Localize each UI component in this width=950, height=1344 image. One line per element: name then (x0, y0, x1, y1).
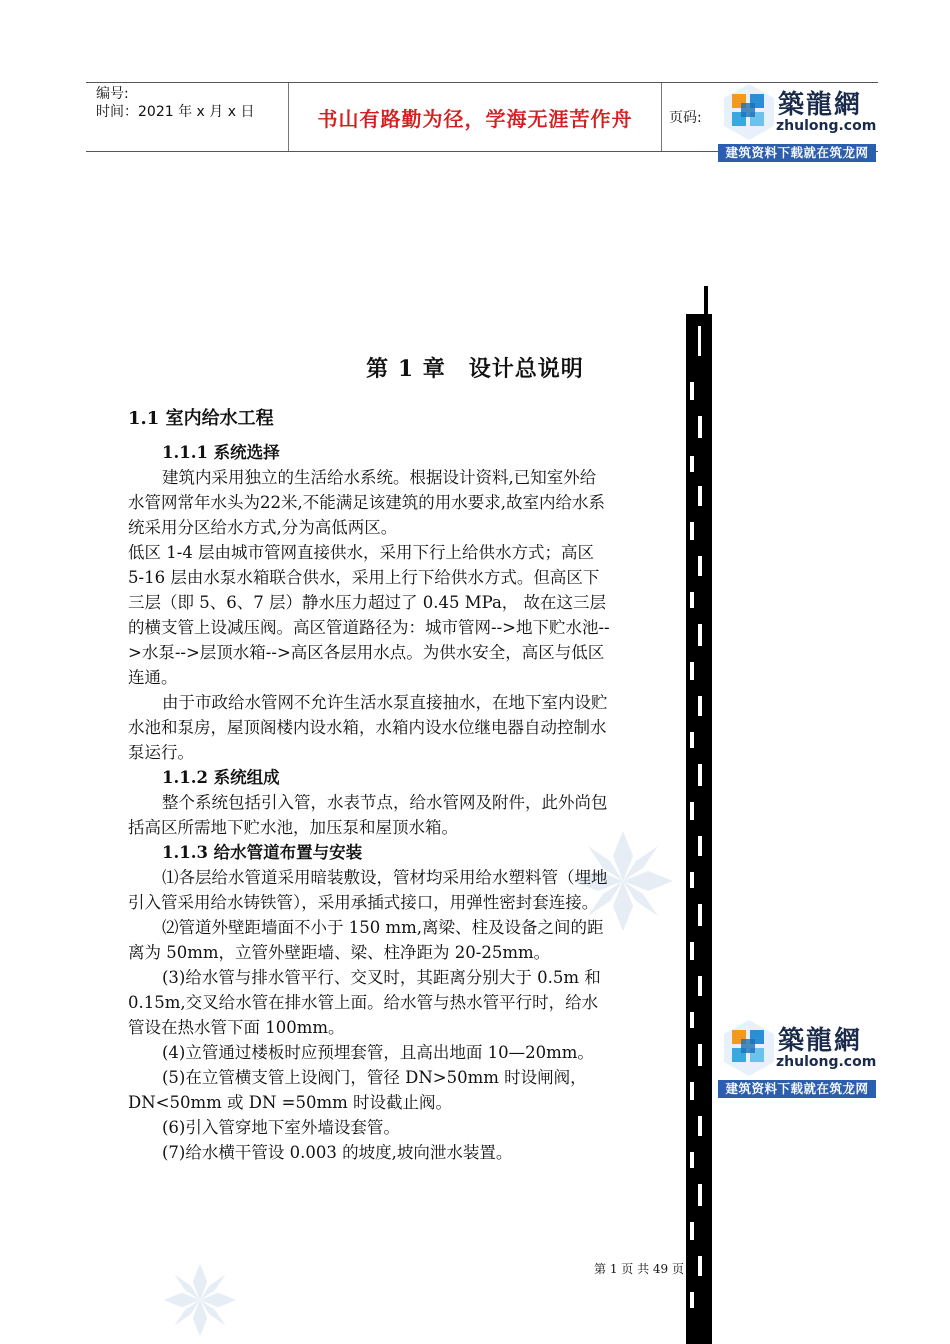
chapter-title: 第 1 章 设计总说明 (366, 356, 584, 382)
logo-name: 築龍網 (778, 1026, 863, 1056)
paragraph: (7)给水横干管设 0.003 的坡度,坡向泄水装置。 (162, 1143, 513, 1162)
header-motto: 书山有路勤为径，学海无涯苦作舟 (317, 106, 633, 131)
paragraph: 低区 1-4 层由城市管网直接供水，采用下行上给供水方式；高区 5-16 层由水泵水箱联合供水，采用上行下给供水方式。但高区下三层（即 5、6、7 层）静水压力超过了 0.45 MPa， 故在这三层的横支管上设减压阀。高区管道路径为：城市管网-->地下贮水池-->水泵-->层顶水箱-->高区各层用水点。为供水安全，高区与低区连通。 (128, 543, 610, 687)
section-title: 1.1 室内给水工程 (128, 408, 274, 429)
paragraph: ⑴各层给水管道采用暗装敷设，管材均采用给水塑料管（埋地引入管采用给水铸铁管），采用承插式接口，用弹性密封套连接。 (128, 868, 608, 912)
logo-mark-icon (722, 1018, 776, 1078)
paragraph: 整个系统包括引入管，水表节点，给水管网及附件，此外尚包括高区所需地下贮水池，加压泵和屋顶水箱。 (128, 793, 608, 837)
page-footer: 第 1 页 共 49 页 (594, 1262, 684, 1276)
watermark-icon (160, 1260, 240, 1340)
logo-url: zhulong.com (776, 1054, 877, 1070)
logo-url: zhulong.com (776, 118, 877, 134)
header-divider (661, 83, 662, 151)
logo-tagline: 建筑资料下载就在筑龙网 (718, 1080, 876, 1098)
paragraph: ⑵管道外壁距墙面不小于 150 mm,离梁、柱及设备之间的距离为 50mm，立管外壁距墙、梁、柱净距为 20-25mm。 (128, 918, 604, 962)
header-meta (96, 85, 254, 121)
scan-edge-artifact (686, 286, 712, 1344)
page-number-label: 页码: (669, 110, 702, 126)
subsection-heading: 1.1.3 给水管道布置与安装 (162, 843, 363, 862)
paragraph: (6)引入管穿地下室外墙设套管。 (162, 1118, 400, 1137)
paragraph: (3)给水管与排水管平行、交叉时，其距离分别大于 0.5m 和 0.15m,交叉给水管在排水管上面。给水管与热水管平行时，给水管设在热水管下面 100mm。 (128, 968, 601, 1037)
zhulong-logo (718, 80, 876, 162)
number-label: 编号: (96, 86, 129, 102)
zhulong-logo (718, 1016, 876, 1098)
time-label: 时间：2021 年 x 月 x 日 (96, 104, 255, 120)
paragraph: 建筑内采用独立的生活给水系统。根据设计资料,已知室外给水管网常年水头为22米,不能满足该建筑的用水要求,故室内给水系统采用分区给水方式,分为高低两区。 (128, 468, 605, 537)
document-body (128, 440, 612, 1165)
paragraph: (4)立管通过楼板时应预埋套管，且高出地面 10—20mm。 (162, 1043, 594, 1062)
paragraph: (5)在立管横支管上设阀门，管径 DN>50mm 时设闸阀，DN<50mm 或 DN =50mm 时设截止阀。 (128, 1068, 587, 1112)
logo-tagline: 建筑资料下载就在筑龙网 (718, 144, 876, 162)
subsection-heading: 1.1.1 系统选择 (162, 443, 280, 462)
logo-mark-icon (722, 82, 776, 142)
subsection-heading: 1.1.2 系统组成 (162, 768, 280, 787)
logo-name: 築龍網 (778, 90, 863, 120)
paragraph: 由于市政给水管网不允许生活水泵直接抽水，在地下室内设贮水池和泵房，屋顶阁楼内设水箱，水箱内设水位继电器自动控制水泵运行。 (128, 693, 608, 762)
